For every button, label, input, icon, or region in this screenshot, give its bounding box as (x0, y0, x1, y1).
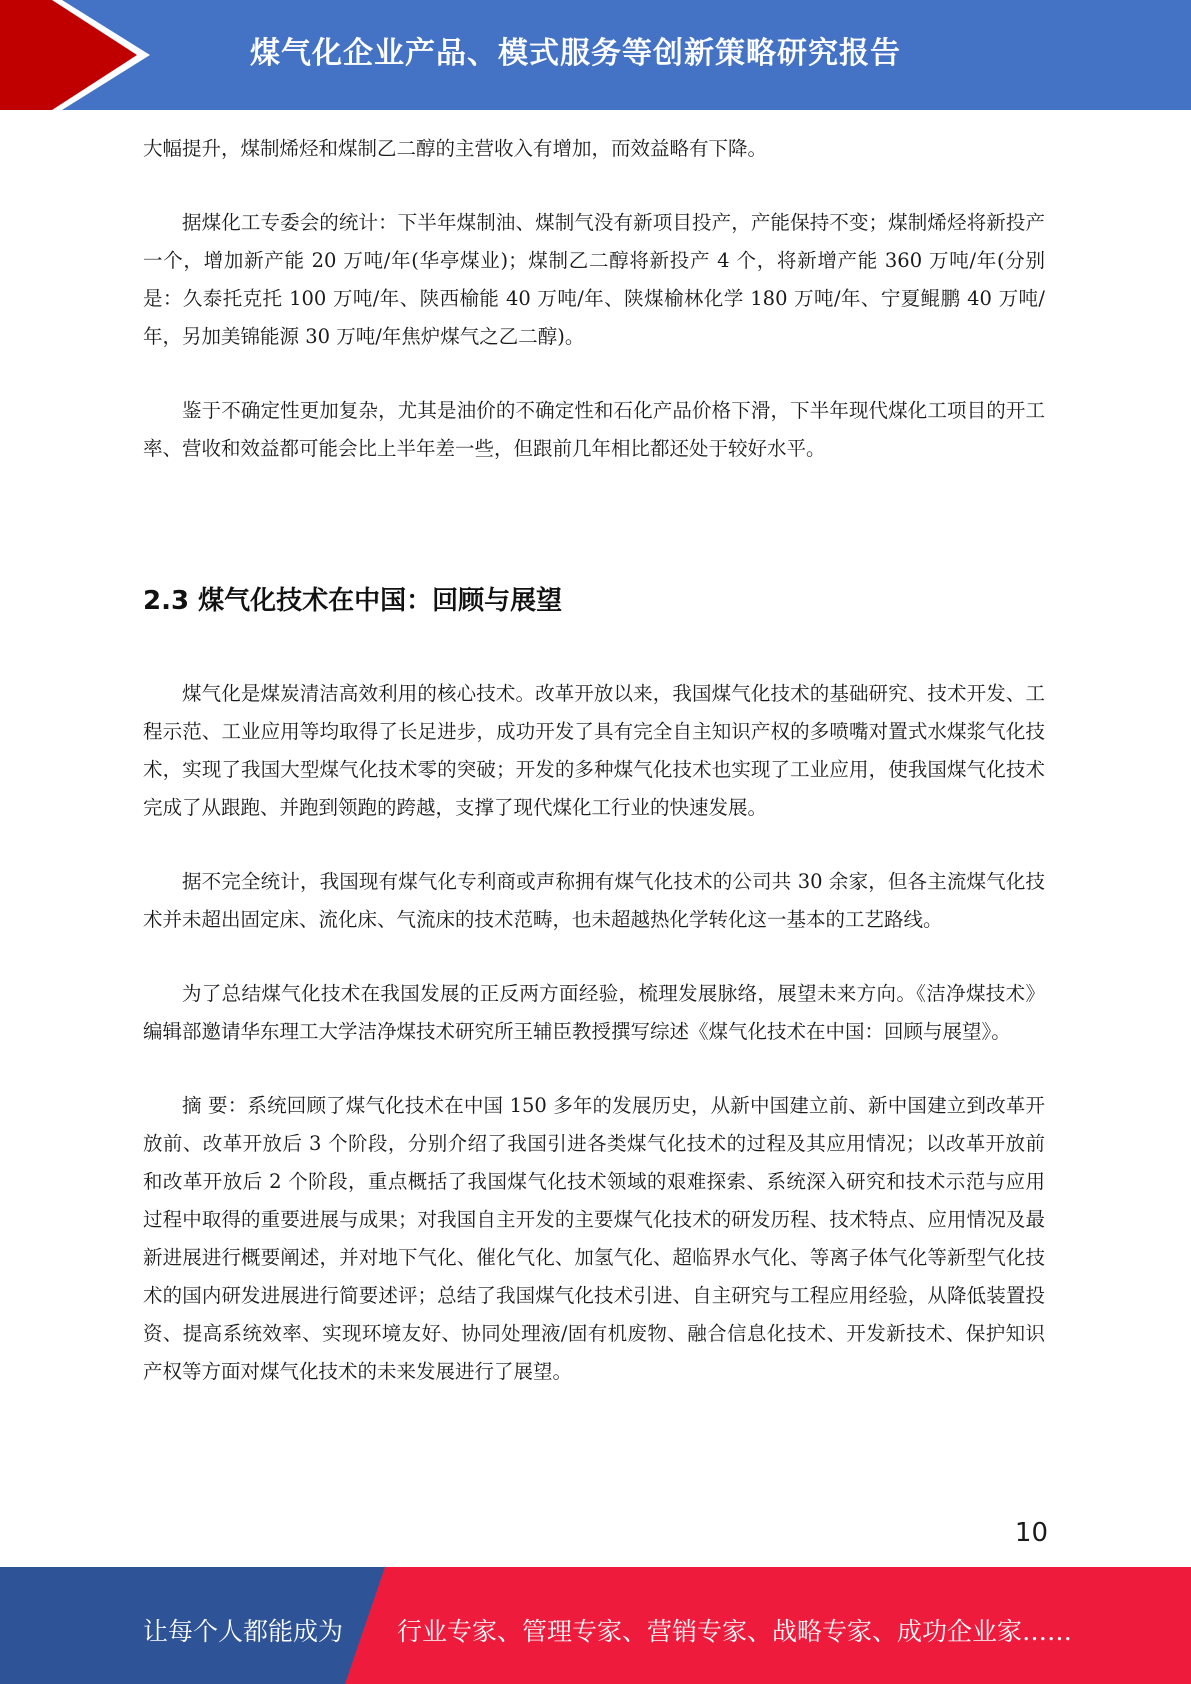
paragraph-5: 据不完全统计，我国现有煤气化专利商或声称拥有煤气化技术的公司共 30 余家，但各主流煤气化技术并未超出固定床、流化床、气流床的技术范畴，也未超越热化学转化这一基本的工艺路线。 (143, 870, 1045, 931)
abstract-paragraph: 摘 要：系统回顾了煤气化技术在中国 150 多年的发展历史，从新中国建立前、新中国建立到改革开放前、改革开放后 3 个阶段，分别介绍了我国引进各类煤气化技术的过程及其应用情况；以改革开放前和改革开放后 2 个阶段，重点概括了我国煤气化技术领域的艰难探索、系统深入研究和技术示范与应用过程中取得的重要进展与成果；对我国自主开发的主要煤气化技术的研发历程、技术特点、应用情况及最新进展进行概要阐述，并对地下气化、催化气化、加氢气化、超临界水气化、等离子体气化等新型气化技术的国内研发进展进行简要述评；总结了我国煤气化技术引进、自主研究与工程应用经验，从降低装置投资、提高系统效率、实现环境友好、协同处理液/固有机废物、融合信息化技术、开发新技术、保护知识产权等方面对煤气化技术的未来发展进行了展望。 (143, 1094, 1045, 1383)
paragraph-6: 为了总结煤气化技术在我国发展的正反两方面经验，梳理发展脉络，展望未来方向。《洁净煤技术》编辑部邀请华东理工大学洁净煤技术研究所王辅臣教授撰写综述《煤气化技术在中国：回顾与展望》。 (143, 982, 1045, 1043)
paragraph-1: 大幅提升，煤制烯烃和煤制乙二醇的主营收入有增加，而效益略有下降。 (143, 137, 768, 160)
document-title: 煤气化企业产品、模式服务等创新策略研究报告 (250, 36, 901, 71)
paragraph-4: 煤气化是煤炭清洁高效利用的核心技术。改革开放以来，我国煤气化技术的基础研究、技术开发、工程示范、工业应用等均取得了长足进步，成功开发了具有完全自主知识产权的多喷嘴对置式水煤浆气化技术，实现了我国大型煤气化技术零的突破；开发的多种煤气化技术也实现了工业应用，使我国煤气化技术完成了从跟跑、并跑到领跑的跨越，支撑了现代煤化工行业的快速发展。 (143, 682, 1045, 819)
footer-slogan-right: 行业专家、管理专家、营销专家、战略专家、成功企业家…… (397, 1617, 1073, 1646)
chevron-arrow-icon (0, 0, 160, 110)
paragraph-3: 鉴于不确定性更加复杂，尤其是油价的不确定性和石化产品价格下滑，下半年现代煤化工项目的开工率、营收和效益都可能会比上半年差一些，但跟前几年相比都还处于较好水平。 (143, 399, 1045, 460)
paragraph-2: 据煤化工专委会的统计：下半年煤制油、煤制气没有新项目投产，产能保持不变；煤制烯烃将新投产一个，增加新产能 20 万吨/年(华亭煤业)；煤制乙二醇将新投产 4 个，将新增产能 360 万吨/年(分别是：久泰托克托 100 万吨/年、陕西榆能 40 万吨/年、陕煤榆林化学 180 万吨/年、宁夏鲲鹏 40 万吨/年，另加美锦能源 30 万吨/年焦炉煤气之乙二醇)。 (143, 211, 1045, 348)
header-banner (0, 0, 1191, 110)
section-heading: 2.3 煤气化技术在中国：回顾与展望 (143, 586, 563, 616)
page-content (143, 130, 1045, 1391)
page-number: 10 (1014, 1518, 1048, 1548)
footer-slogan-left: 让每个人都能成为 (143, 1617, 344, 1646)
